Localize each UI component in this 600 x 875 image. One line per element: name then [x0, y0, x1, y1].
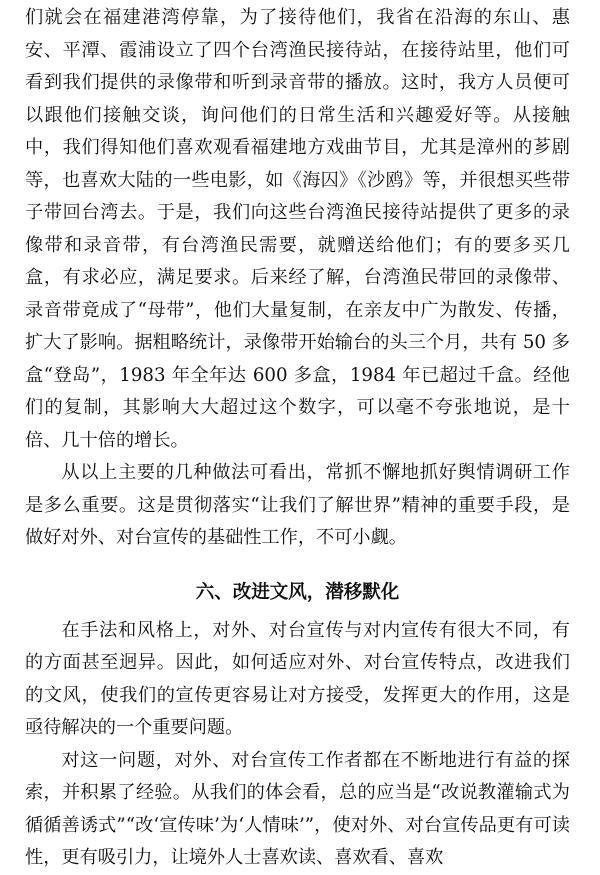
paragraph-reception-stations: 们就会在福建港湾停靠，为了接待他们，我省在沿海的东山、惠安、平潭、霞浦设立了四个台湾渔民接待站，在接待站里，他们可看到我们提供的录像带和听到录音带的播放。这时，我方人员便可以跟他们接触交谈，询问他们的日常生活和兴趣爱好等。从接触中，我们得知他们喜欢观看福建地方戏曲节目，尤其是漳州的芗剧等，也喜欢大陆的一些电影，如《海囚》《沙鸥》等，并很想买些带子带回台湾去。于是，我们向这些台湾渔民接待站提供了更多的录像带和录音带，有台湾渔民需要，就赠送给他们；有的要多买几盒，有求必应，满足要求。后来经了解，台湾渔民带回的录像带、录音带竟成了“母带”，他们大量复制，在亲友中广为散发、传播，扩大了影响。据粗略统计，录像带开始输台的头三个月，共有 50 多盒“登岛”，1983 年全年达 600 多盒，1984 年已超过千盒。经他们的复制，其影响大大超过这个数字，可以毫不夸张地说，是十倍、几十倍的增长。 — [25, 7, 570, 451]
document-page — [25, 2, 570, 875]
section-heading: 六、改进文风，潜移默化 — [195, 581, 400, 603]
paragraph-research-importance: 从以上主要的几种做法可看出，常抓不懈地抓好舆情调研工作是多么重要。这是贯彻落实“让我们了解世界”精神的重要手段，是做好对外、对台宣传的基础性工作，不可小觑。 — [25, 462, 570, 548]
paragraph-exploration: 对这一问题，对外、对台宣传工作者都在不断地进行有益的探索，并积累了经验。从我们的体会看，总的应当是“改说教灌输式为循循善诱式”“改‘宣传味’为‘人情味’”，使对外、对台宣传品更有可读性，更有吸引力，让境外人士喜欢读、喜欢看、喜欢 — [25, 749, 570, 868]
paragraph-style-differences: 在手法和风格上，对外、对台宣传与对内宣传有很大不同，有的方面甚至迥异。因此，如何适应对外、对台宣传特点，改进我们的文风，使我们的宣传更容易让对方接受，发挥更大的作用，这是亟待解决的一个重要问题。 — [25, 619, 570, 738]
